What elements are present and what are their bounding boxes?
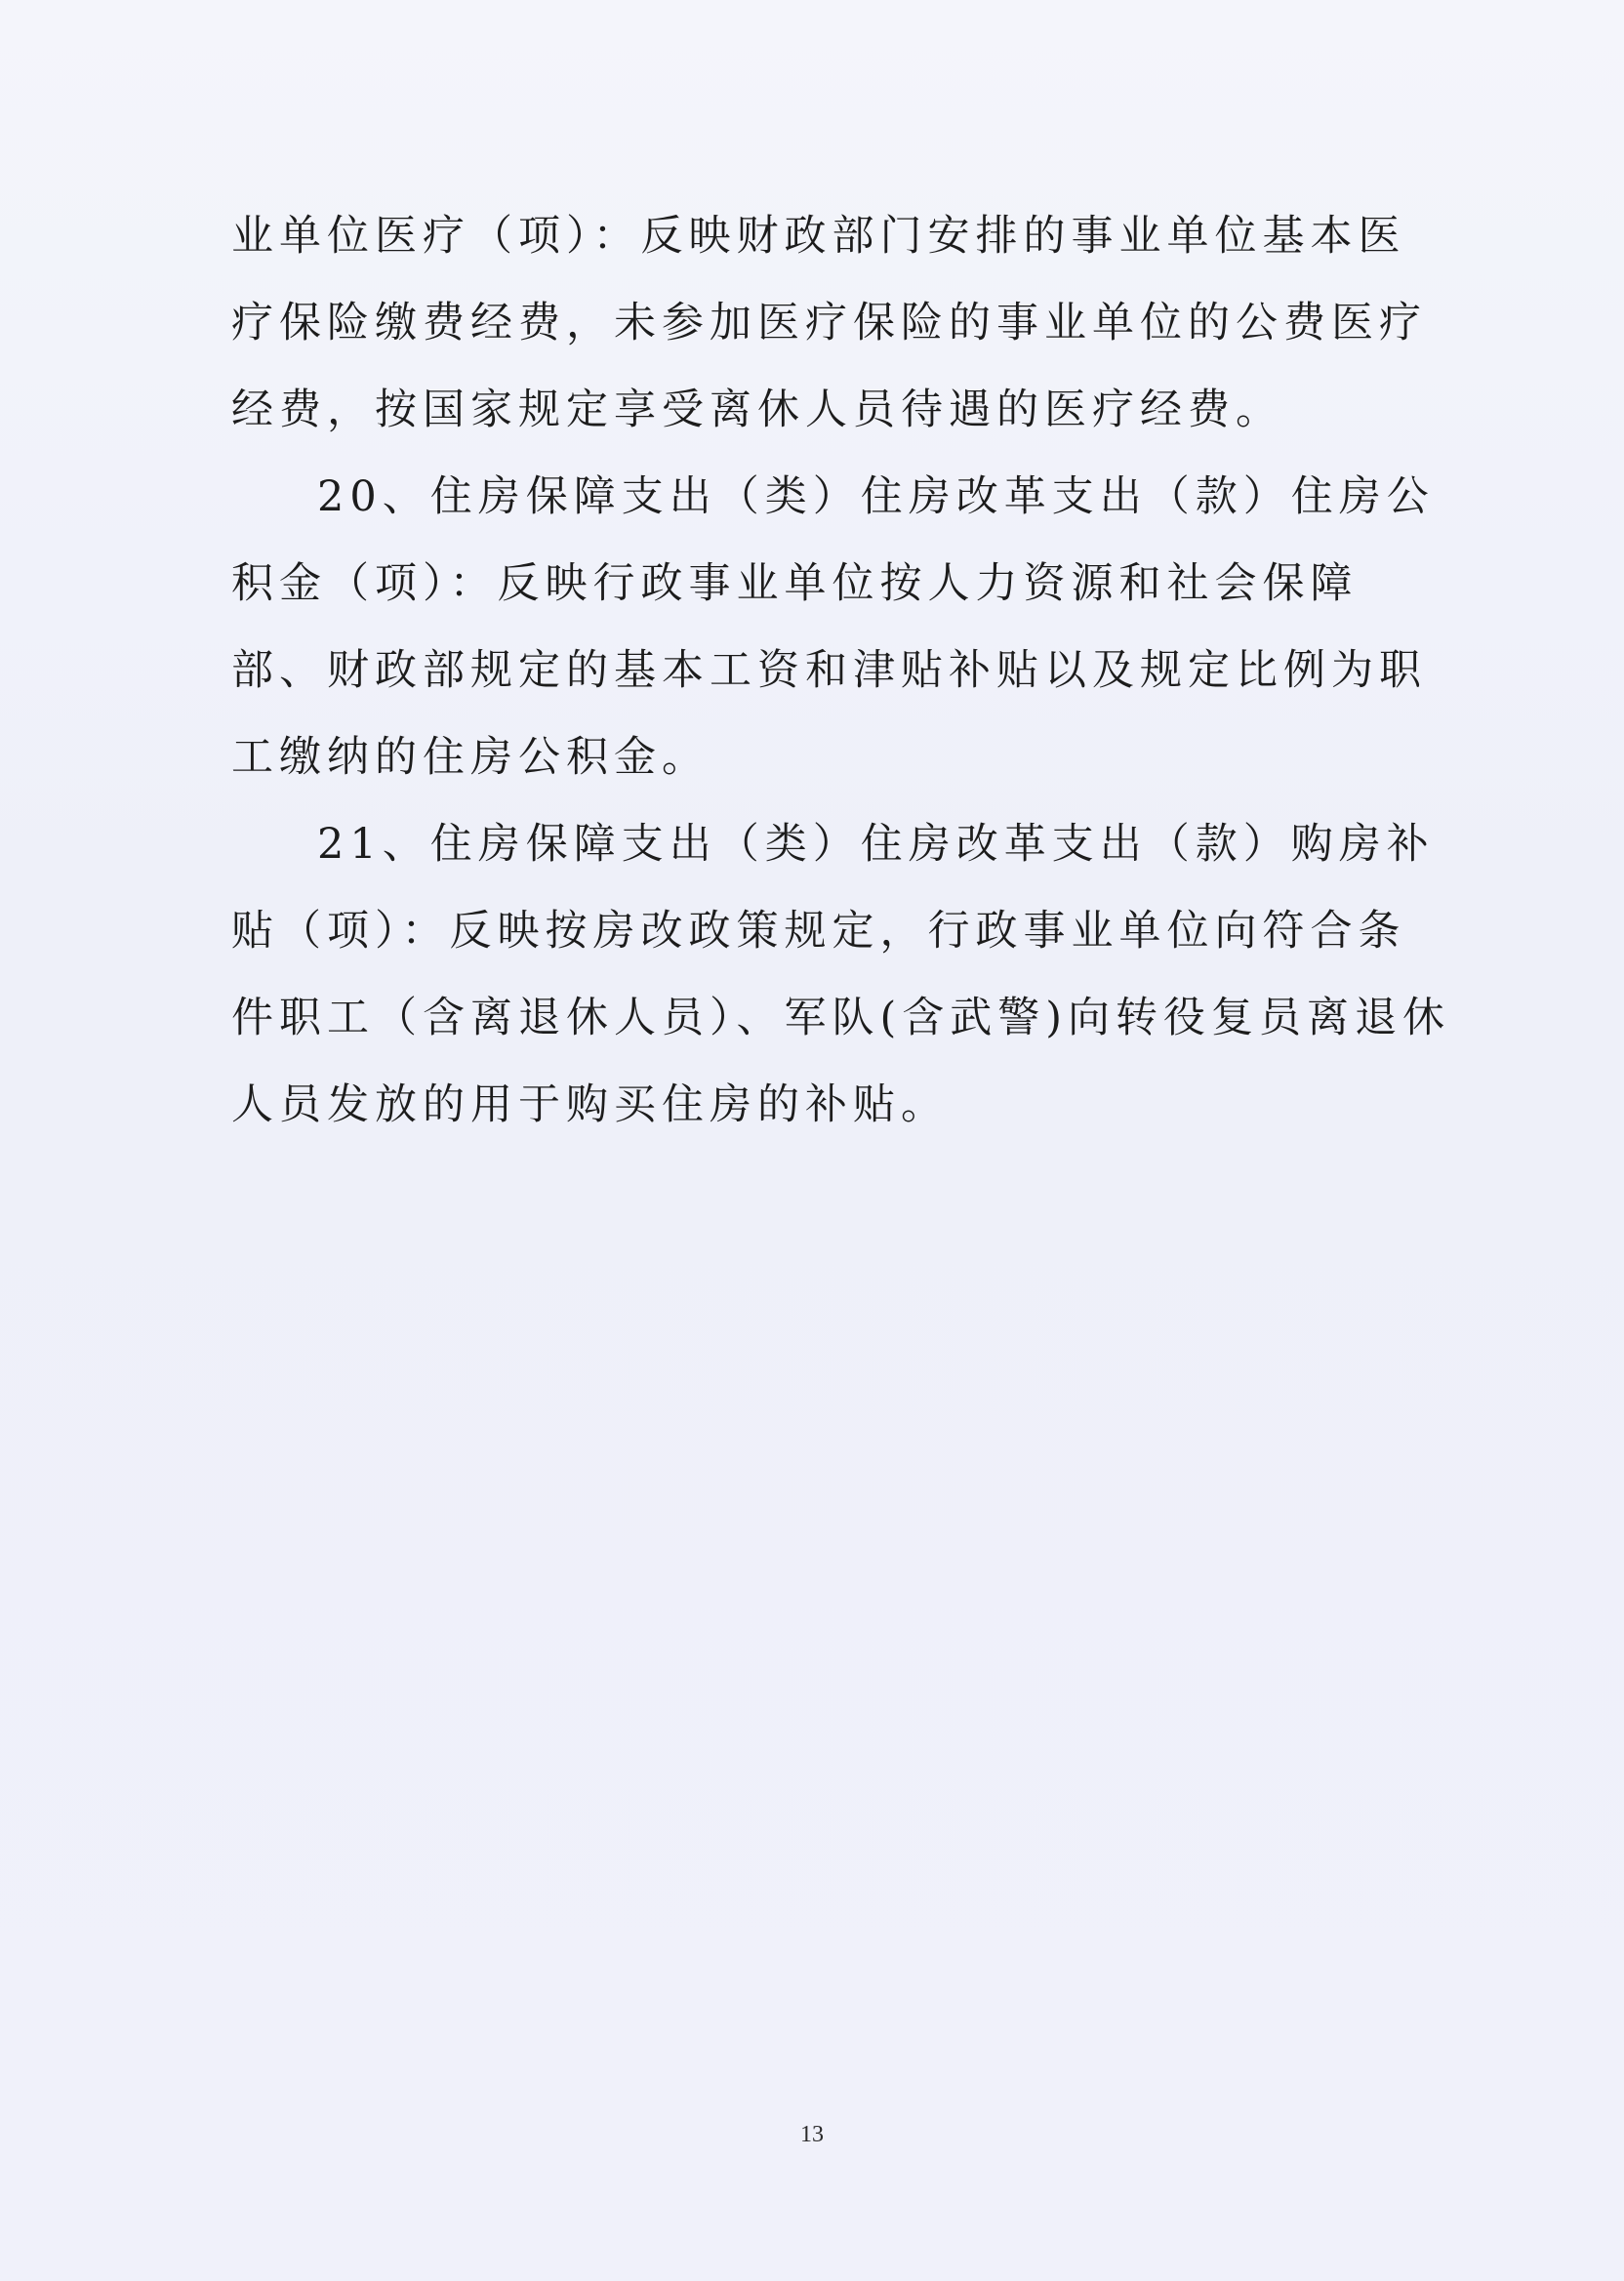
- paragraph-line: 业单位医疗（项）：反映财政部门安排的事业单位基本医: [231, 212, 1406, 261]
- paragraph-line: 部、财政部规定的基本工资和津贴补贴以及规定比例为职: [231, 646, 1427, 695]
- paragraph-line: 疗保险缴费经费，未参加医疗保险的事业单位的公费医疗: [231, 299, 1427, 347]
- paragraph-line: 件职工（含离退休人员）、军队(含武警)向转役复员离退休: [231, 994, 1451, 1042]
- paragraph-line: 经费，按国家规定享受离休人员待遇的医疗经费。: [231, 386, 1283, 434]
- paragraph-line: 积金（项）：反映行政事业单位按人力资源和社会保障: [231, 559, 1359, 608]
- paragraph-line: 人员发放的用于购买住房的补贴。: [231, 1080, 949, 1129]
- paragraph-line: 工缴纳的住房公积金。: [231, 733, 710, 782]
- paragraph-line: 21、住房保障支出（类）住房改革支出（款）购房补: [317, 820, 1435, 869]
- page-number: 13: [800, 2122, 824, 2147]
- body-text: [231, 193, 1451, 1149]
- paragraph-line: 贴（项）：反映按房改政策规定，行政事业单位向符合条: [231, 907, 1406, 956]
- paragraph-line: 20、住房保障支出（类）住房改革支出（款）住房公: [317, 472, 1435, 521]
